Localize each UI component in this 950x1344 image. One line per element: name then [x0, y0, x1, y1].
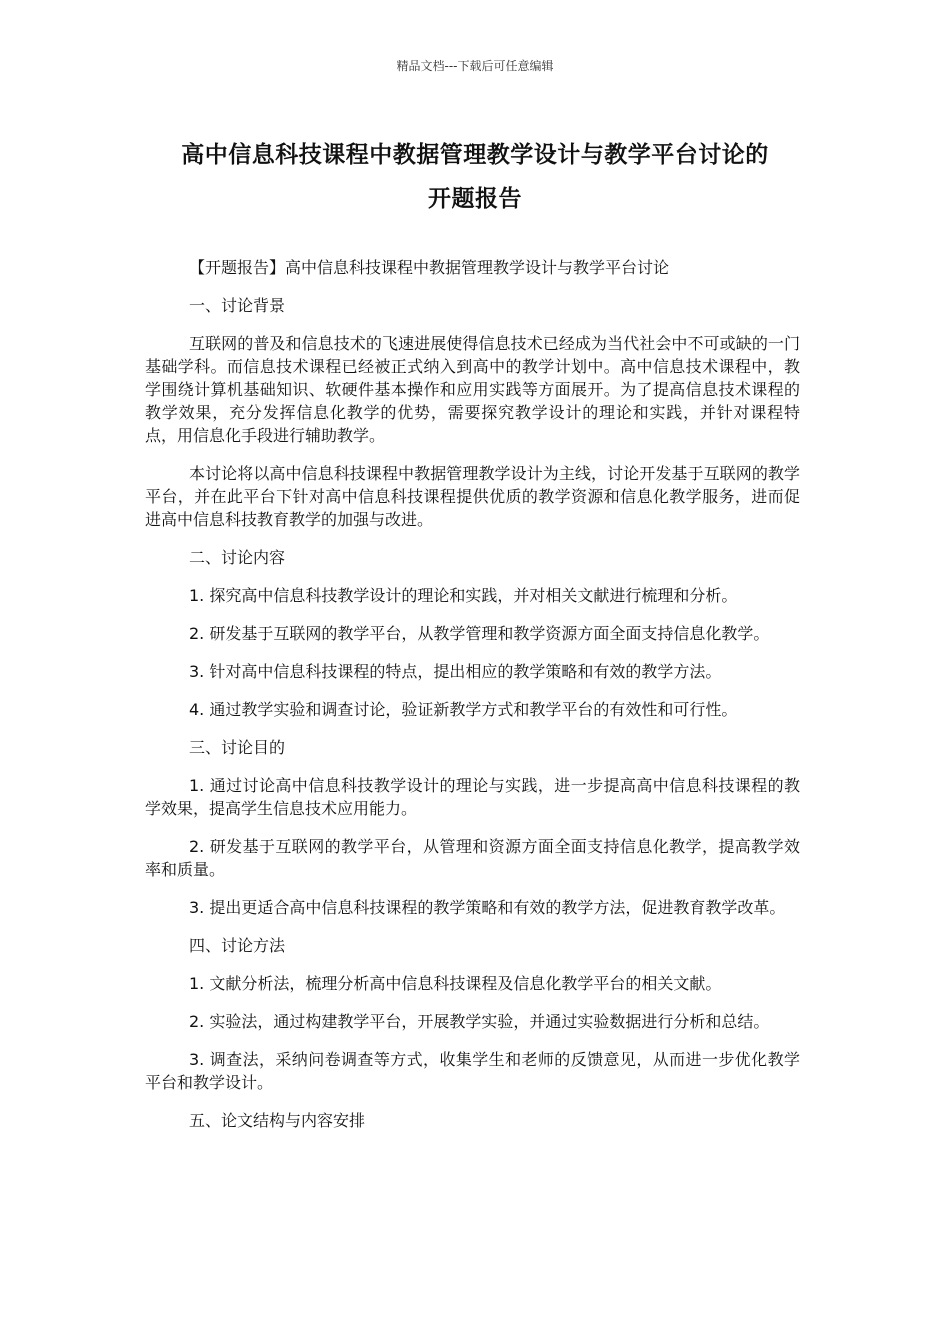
page-header: 精品文档---下载后可任意编辑: [396, 59, 554, 73]
list-item: 2. 研发基于互联网的教学平台，从教学管理和教学资源方面全面支持信息化教学。: [189, 624, 770, 643]
section-heading: 二、讨论内容: [189, 548, 286, 567]
document-title: [140, 133, 810, 221]
list-item: 3. 提出更适合高中信息科技课程的教学策略和有效的教学方法，促进教育教学改革。: [189, 898, 786, 917]
paragraph: 互联网的普及和信息技术的飞速进展使得信息技术已经成为当代社会中不可或缺的一门基础学科。而信息技术课程已经被正式纳入到高中的教学计划中。高中信息技术课程中，教学围绕计算机基础知识、软硬件基本操作和应用实践等方面展开。为了提高信息技术课程的教学效果，充分发挥信息化教学的优势，需要探究教学设计的理论和实践，并针对课程特点，用信息化手段进行辅助教学。: [145, 334, 800, 445]
section-heading: 四、讨论方法: [189, 936, 286, 955]
list-item: 1. 探究高中信息科技教学设计的理论和实践，并对相关文献进行梳理和分析。: [189, 586, 738, 605]
list-item: 2. 研发基于互联网的教学平台，从管理和资源方面全面支持信息化教学，提高教学效率和质量。: [145, 837, 800, 879]
title-line-1: 高中信息科技课程中教据管理教学设计与教学平台讨论的: [181, 142, 769, 168]
list-item: 4. 通过教学实验和调查讨论，验证新教学方式和教学平台的有效性和可行性。: [189, 700, 738, 719]
paragraph: 本讨论将以高中信息科技课程中教据管理教学设计为主线，讨论开发基于互联网的教学平台，并在此平台下针对高中信息科技课程提供优质的教学资源和信息化教学服务，进而促进高中信息科技教育教学的加强与改进。: [145, 464, 800, 529]
list-item: 1. 文献分析法，梳理分析高中信息科技课程及信息化教学平台的相关文献。: [189, 974, 722, 993]
list-item: 2. 实验法，通过构建教学平台，开展教学实验，并通过实验数据进行分析和总结。: [189, 1012, 770, 1031]
title-line-2: 开题报告: [428, 186, 522, 212]
list-item: 1. 通过讨论高中信息科技教学设计的理论与实践，进一步提高高中信息科技课程的教学效果，提高学生信息技术应用能力。: [145, 776, 800, 818]
list-item: 3. 调查法，采纳问卷调查等方式，收集学生和老师的反馈意见，从而进一步优化教学平台和教学设计。: [145, 1050, 800, 1092]
document-body: [145, 256, 800, 1147]
section-heading: 三、讨论目的: [189, 738, 286, 757]
list-item: 3. 针对高中信息科技课程的特点，提出相应的教学策略和有效的教学方法。: [189, 662, 722, 681]
section-heading: 五、论文结构与内容安排: [189, 1111, 366, 1130]
report-label: 【开题报告】高中信息科技课程中教据管理教学设计与教学平台讨论: [189, 258, 670, 277]
section-heading: 一、讨论背景: [189, 296, 286, 315]
